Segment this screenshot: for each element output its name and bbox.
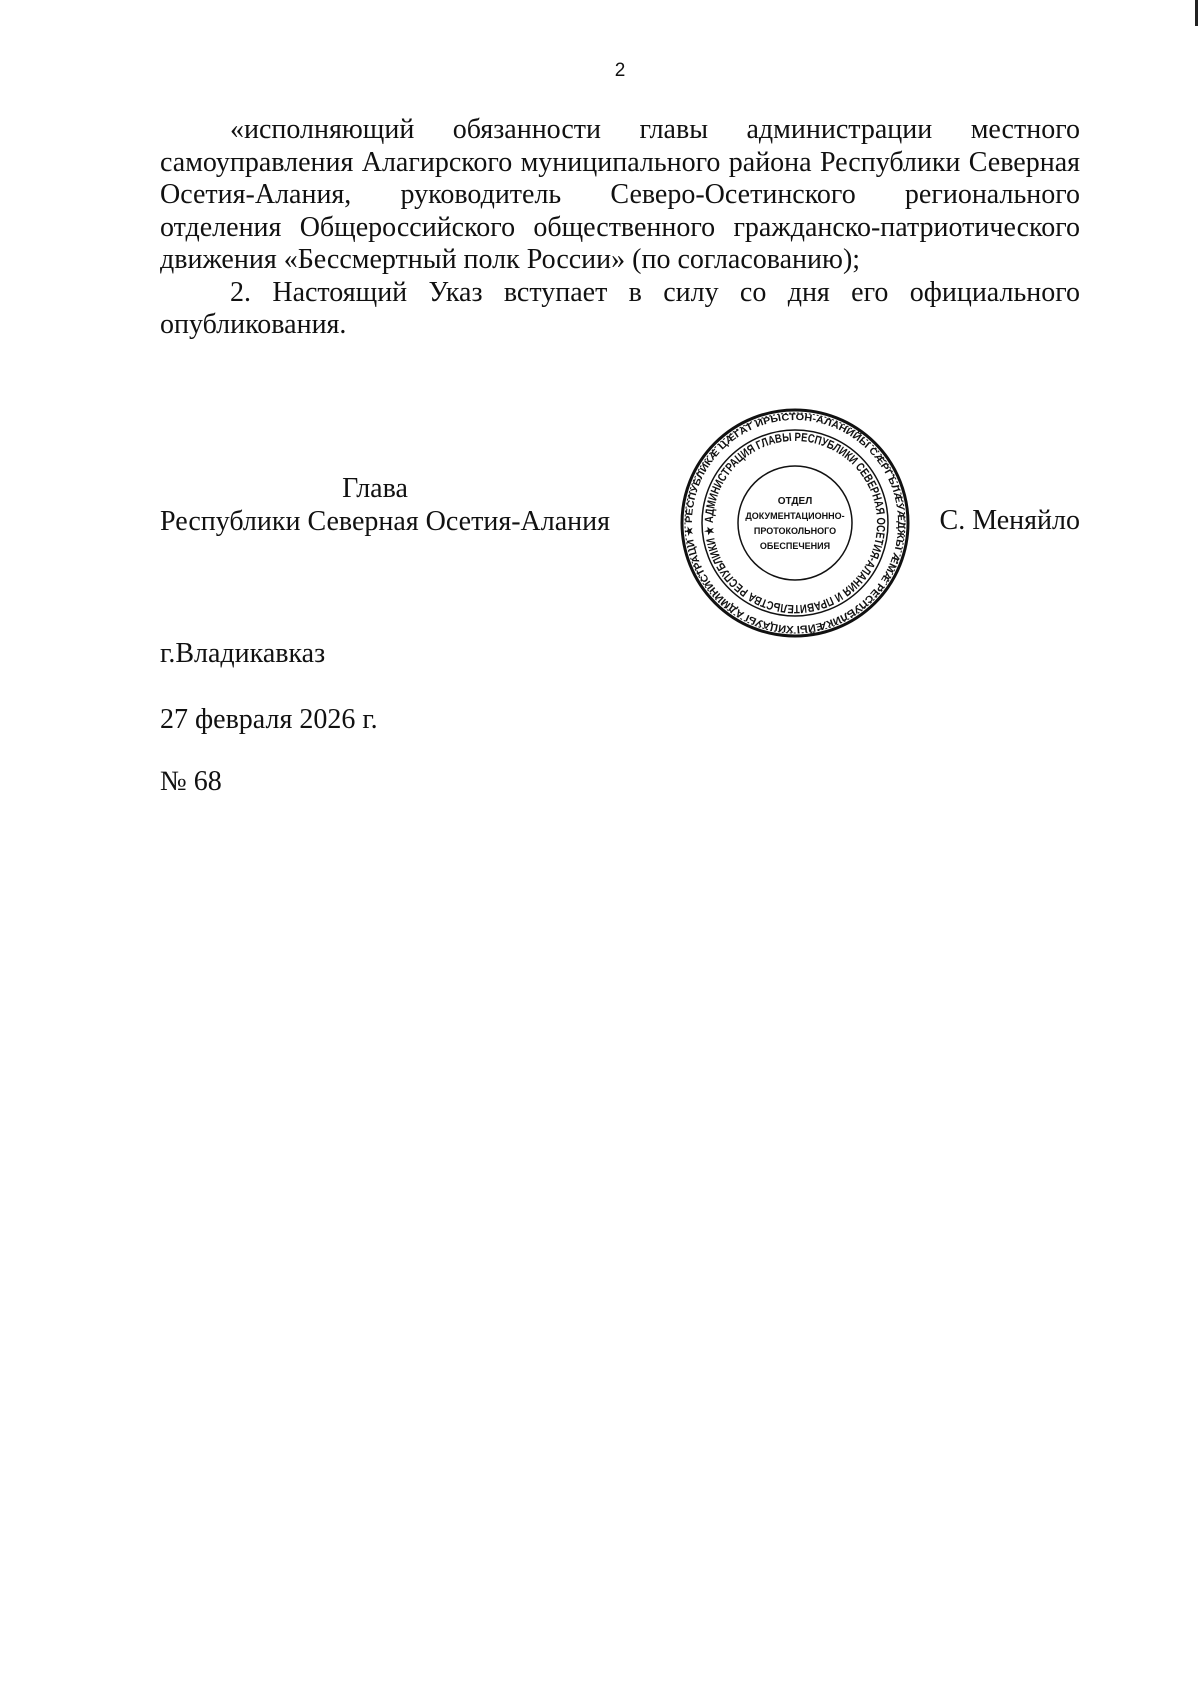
signature-block bbox=[160, 472, 630, 538]
seal-inner-text: АДМИНИСТРАЦИЯ ГЛАВЫ РЕСПУБЛИКИ СЕВЕРНАЯ ОСЕТИЯ-АЛАНИЯ И ПРАВИТЕЛЬСТВА РЕСПУБЛИКИ ★ bbox=[701, 429, 889, 617]
signature-title-region: Республики Северная Осетия-Алания bbox=[160, 506, 610, 537]
seal-inner-ring bbox=[738, 466, 852, 580]
seal-center-line-3: ПРОТОКОЛЬНОГО bbox=[753, 526, 837, 536]
document-number: № 68 bbox=[160, 766, 222, 797]
seal-outer-text: РЕСПУБЛИКӔ ЦӔГАТ ИРЫСТОН-АЛАНИЙЫ СӔРГЪЛӔУӔДЖЫ ӔМӔ РЕСПУБЛИКӔЙЫ ХИЦАУЫ АДМИНИСТРАЦИ ★ bbox=[683, 411, 907, 635]
seal-center-line-2: ДОКУМЕНТАЦИОННО- bbox=[745, 511, 845, 521]
page-number: 2 bbox=[614, 60, 626, 81]
scan-edge-mark bbox=[1195, 0, 1198, 26]
official-seal bbox=[680, 408, 910, 638]
signatory-name: С. Меняйло bbox=[939, 505, 1080, 536]
paragraph-effective-date: 2. Настоящий Указ вступает в силу со дня его официального опубликования. bbox=[160, 276, 1080, 340]
document-body bbox=[160, 114, 1080, 342]
seal-center-line-4: ОБЕСПЕЧЕНИЯ bbox=[759, 541, 831, 551]
place-of-signing: г.Владикавказ bbox=[160, 638, 326, 669]
seal-center-line-1: ОТДЕЛ bbox=[777, 496, 813, 507]
paragraph-appointment: «исполняющий обязанности главы администрации местного самоуправления Алагирского муниципального района Республики Северная Осетия-Алания, руководитель Северо-Осетинского регионального отделения Общероссийского общественного гражданско-патриотического движения «Бессмертный полк России» (по согласованию); bbox=[160, 114, 1080, 275]
signature-title: Глава bbox=[342, 473, 408, 504]
document-date: 27 февраля 2026 г. bbox=[160, 704, 378, 735]
